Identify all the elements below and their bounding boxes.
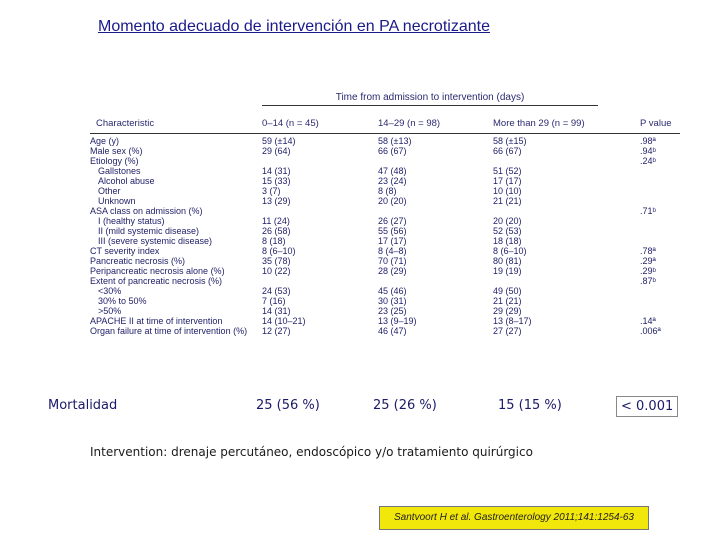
group-1-value: 11 (24) — [262, 216, 290, 226]
table-body — [90, 136, 680, 336]
row-label: III (severe systemic disease) — [98, 236, 213, 246]
p-value: .98ª — [640, 136, 656, 146]
group-3-value: 66 (67) — [493, 146, 522, 156]
mortality-group-2: 25 (26 %) — [373, 398, 437, 413]
group-3-value: 8 (6–10) — [493, 246, 527, 256]
row-label: APACHE II at time of intervention — [90, 316, 223, 326]
group-1-value: 15 (33) — [262, 176, 291, 186]
row-label: Etiology (%) — [90, 156, 139, 166]
table-row — [90, 186, 680, 196]
table-header-row — [90, 118, 680, 132]
group-1-value: 26 (58) — [262, 226, 291, 236]
table-row — [90, 246, 680, 256]
table-row — [90, 276, 680, 286]
intervention-note: Intervention: drenaje percutáneo, endoscópico y/o tratamiento quirúrgico — [90, 445, 533, 459]
header-group-2: 14–29 (n = 98) — [378, 118, 441, 129]
row-label: ASA class on admission (%) — [90, 206, 203, 216]
group-1-value: 14 (31) — [262, 306, 291, 316]
group-3-value: 21 (21) — [493, 196, 522, 206]
table-row — [90, 306, 680, 316]
group-1-value: 10 (22) — [262, 266, 291, 276]
group-2-value: 70 (71) — [378, 256, 407, 266]
mortality-label: Mortalidad — [48, 398, 118, 413]
group-3-value: 17 (17) — [493, 176, 522, 186]
group-2-value: 28 (29) — [378, 266, 407, 276]
row-label: >50% — [98, 306, 122, 316]
row-label: Extent of pancreatic necrosis (%) — [90, 276, 223, 286]
row-label: Gallstones — [98, 166, 141, 176]
group-1-value: 29 (64) — [262, 146, 291, 156]
group-3-value: 10 (10) — [493, 186, 522, 196]
mortality-row — [40, 398, 690, 422]
table-row — [90, 326, 680, 336]
group-2-value: 23 (24) — [378, 176, 407, 186]
header-group-3: More than 29 (n = 99) — [493, 118, 585, 129]
mortality-group-1: 25 (56 %) — [256, 398, 320, 413]
p-value: .29ᵇ — [640, 266, 656, 276]
group-1-value: 24 (53) — [262, 286, 291, 296]
group-1-value: 59 (±14) — [262, 136, 296, 146]
group-3-value: 18 (18) — [493, 236, 522, 246]
table-row — [90, 176, 680, 186]
group-3-value: 13 (8–17) — [493, 316, 532, 326]
group-1-value: 12 (27) — [262, 326, 291, 336]
group-1-value: 14 (10–21) — [262, 316, 306, 326]
row-label: Male sex (%) — [90, 146, 143, 156]
table-row — [90, 206, 680, 216]
group-3-value: 21 (21) — [493, 296, 522, 306]
group-1-value: 14 (31) — [262, 166, 291, 176]
row-label: Pancreatic necrosis (%) — [90, 256, 186, 266]
row-label: Other — [98, 186, 121, 196]
group-2-value: 46 (47) — [378, 326, 407, 336]
header-characteristic: Characteristic — [96, 118, 155, 129]
p-value: .24ᵇ — [640, 156, 656, 166]
group-header: Time from admission to intervention (days) — [262, 92, 598, 106]
table-row — [90, 296, 680, 306]
row-label: Unknown — [98, 196, 136, 206]
group-1-value: 35 (78) — [262, 256, 291, 266]
row-label: II (mild systemic disease) — [98, 226, 200, 236]
p-value: .29ª — [640, 256, 656, 266]
group-2-value: 47 (48) — [378, 166, 407, 176]
group-2-value: 55 (56) — [378, 226, 407, 236]
table-row — [90, 256, 680, 266]
p-value: .006ª — [640, 326, 661, 336]
table-row — [90, 216, 680, 226]
group-3-value: 27 (27) — [493, 326, 522, 336]
p-value: .87ᵇ — [640, 276, 656, 286]
group-3-value: 29 (29) — [493, 306, 522, 316]
group-1-value: 8 (18) — [262, 236, 286, 246]
row-label: Age (y) — [90, 136, 120, 146]
row-label: Organ failure at time of intervention (%) — [90, 326, 248, 336]
table-row — [90, 156, 680, 166]
p-value: .94ᵇ — [640, 146, 656, 156]
group-2-value: 26 (27) — [378, 216, 407, 226]
group-2-value: 30 (31) — [378, 296, 407, 306]
table-row — [90, 316, 680, 326]
table-row — [90, 196, 680, 206]
group-3-value: 20 (20) — [493, 216, 522, 226]
row-label: Peripancreatic necrosis alone (%) — [90, 266, 225, 276]
group-3-value: 19 (19) — [493, 266, 522, 276]
group-1-value: 7 (16) — [262, 296, 286, 306]
table-row — [90, 166, 680, 176]
group-2-value: 13 (9–19) — [378, 316, 417, 326]
table-row — [90, 136, 680, 146]
table-row — [90, 286, 680, 296]
group-2-value: 58 (±13) — [378, 136, 412, 146]
group-1-value: 3 (7) — [262, 186, 281, 196]
group-2-value: 20 (20) — [378, 196, 407, 206]
group-2-value: 45 (46) — [378, 286, 407, 296]
group-2-value: 66 (67) — [378, 146, 407, 156]
table-row — [90, 146, 680, 156]
page-title: Momento adecuado de intervención en PA necrotizante — [98, 18, 490, 35]
group-1-value: 13 (29) — [262, 196, 291, 206]
group-3-value: 80 (81) — [493, 256, 522, 266]
group-2-value: 8 (4–8) — [378, 246, 407, 256]
row-label: I (healthy status) — [98, 216, 165, 226]
group-1-value: 8 (6–10) — [262, 246, 296, 256]
header-p-value: P value — [640, 118, 672, 129]
table-row — [90, 266, 680, 276]
citation-box: Santvoort H et al. Gastroenterology 2011;141:1254-63 — [379, 506, 649, 530]
row-label: CT severity index — [90, 246, 160, 256]
group-3-value: 52 (53) — [493, 226, 522, 236]
group-2-value: 8 (8) — [378, 186, 397, 196]
header-group-1: 0–14 (n = 45) — [262, 118, 319, 129]
group-3-value: 51 (52) — [493, 166, 522, 176]
group-2-value: 23 (25) — [378, 306, 407, 316]
p-value: .78ª — [640, 246, 656, 256]
p-value: .71ᵇ — [640, 206, 656, 216]
group-3-value: 58 (±15) — [493, 136, 527, 146]
row-label: Alcohol abuse — [98, 176, 155, 186]
p-value: .14ª — [640, 316, 656, 326]
table-row — [90, 236, 680, 246]
table-row — [90, 226, 680, 236]
group-2-value: 17 (17) — [378, 236, 407, 246]
mortality-group-3: 15 (15 %) — [498, 398, 562, 413]
mortality-p-value: < 0.001 — [616, 396, 678, 417]
row-label: 30% to 50% — [98, 296, 147, 306]
header-divider — [90, 133, 680, 134]
group-3-value: 49 (50) — [493, 286, 522, 296]
row-label: <30% — [98, 286, 122, 296]
